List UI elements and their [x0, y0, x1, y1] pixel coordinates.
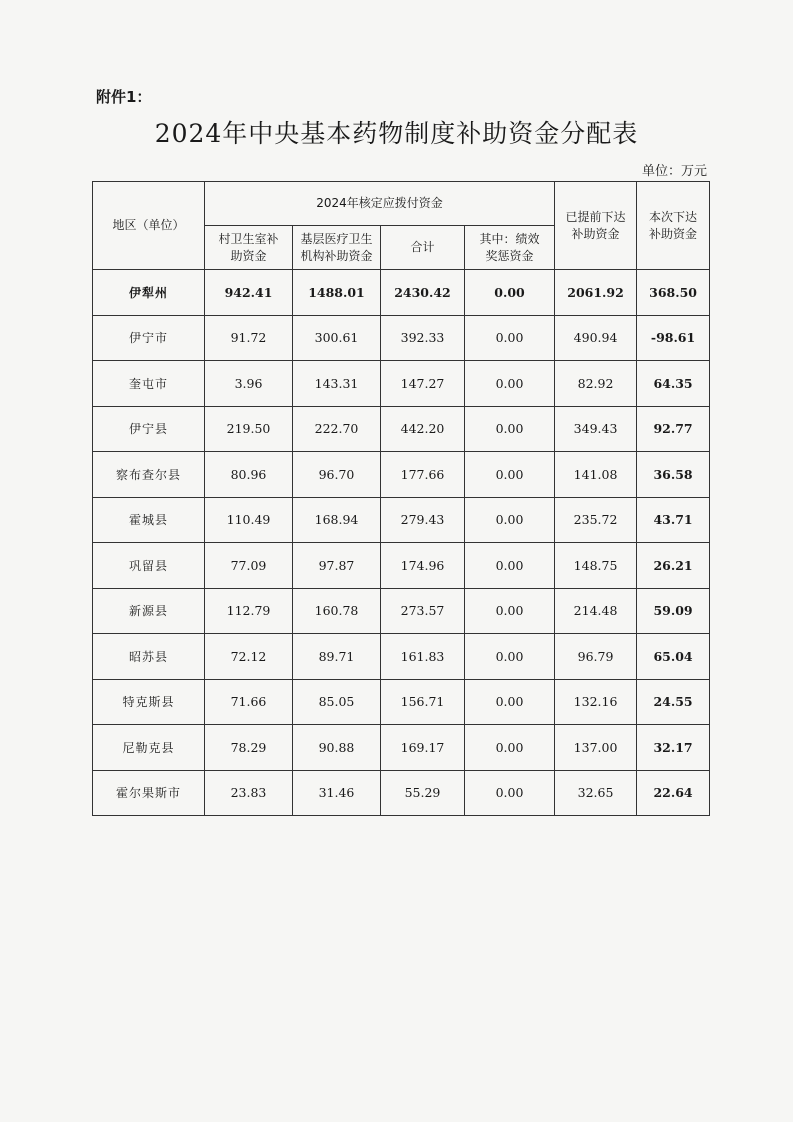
- cell-village: 3.96: [205, 361, 293, 407]
- header-primary: 基层医疗卫生机构补助资金: [293, 226, 381, 270]
- cell-village: 23.83: [205, 770, 293, 816]
- cell-current: 59.09: [637, 588, 710, 634]
- cell-region: 尼勒克县: [93, 725, 205, 771]
- header-region: 地区（单位）: [93, 182, 205, 270]
- cell-performance: 0.00: [465, 315, 555, 361]
- cell-total: 442.20: [381, 406, 465, 452]
- cell-performance: 0.00: [465, 679, 555, 725]
- table-row: [93, 361, 710, 407]
- cell-current: 22.64: [637, 770, 710, 816]
- cell-performance: 0.00: [465, 725, 555, 771]
- cell-total: 174.96: [381, 543, 465, 589]
- cell-current: 26.21: [637, 543, 710, 589]
- table-row: [93, 497, 710, 543]
- cell-total: 147.27: [381, 361, 465, 407]
- cell-performance: 0.00: [465, 588, 555, 634]
- cell-current: -98.61: [637, 315, 710, 361]
- table-row: [93, 315, 710, 361]
- cell-village: 942.41: [205, 270, 293, 316]
- cell-total: 177.66: [381, 452, 465, 498]
- cell-total: 161.83: [381, 634, 465, 680]
- cell-current: 92.77: [637, 406, 710, 452]
- cell-total: 392.33: [381, 315, 465, 361]
- cell-region: 霍尔果斯市: [93, 770, 205, 816]
- cell-primary: 89.71: [293, 634, 381, 680]
- attachment-label: 附件1：: [96, 88, 152, 106]
- header-group: 2024年核定应拨付资金: [205, 182, 555, 226]
- table-row: [93, 406, 710, 452]
- table-row: [93, 725, 710, 771]
- cell-region: 伊犁州: [93, 270, 205, 316]
- cell-total: 55.29: [381, 770, 465, 816]
- table-body: [93, 270, 710, 816]
- cell-village: 219.50: [205, 406, 293, 452]
- cell-current: 65.04: [637, 634, 710, 680]
- table-row: [93, 588, 710, 634]
- cell-primary: 90.88: [293, 725, 381, 771]
- cell-current: 368.50: [637, 270, 710, 316]
- page-title: 2024年中央基本药物制度补助资金分配表: [154, 119, 639, 148]
- cell-current: 43.71: [637, 497, 710, 543]
- cell-region: 奎屯市: [93, 361, 205, 407]
- cell-region: 新源县: [93, 588, 205, 634]
- cell-performance: 0.00: [465, 406, 555, 452]
- cell-performance: 0.00: [465, 543, 555, 589]
- cell-region: 巩留县: [93, 543, 205, 589]
- header-total: 合计: [381, 226, 465, 270]
- cell-primary: 97.87: [293, 543, 381, 589]
- cell-village: 77.09: [205, 543, 293, 589]
- table-row: [93, 770, 710, 816]
- cell-primary: 96.70: [293, 452, 381, 498]
- cell-primary: 160.78: [293, 588, 381, 634]
- cell-primary: 143.31: [293, 361, 381, 407]
- table-row: [93, 452, 710, 498]
- cell-total: 2430.42: [381, 270, 465, 316]
- table-row: [93, 270, 710, 316]
- cell-primary: 1488.01: [293, 270, 381, 316]
- cell-advanced: 349.43: [555, 406, 637, 452]
- cell-village: 78.29: [205, 725, 293, 771]
- cell-advanced: 32.65: [555, 770, 637, 816]
- cell-advanced: 137.00: [555, 725, 637, 771]
- header-current: 本次下达补助资金: [637, 182, 710, 270]
- cell-village: 91.72: [205, 315, 293, 361]
- cell-performance: 0.00: [465, 361, 555, 407]
- cell-performance: 0.00: [465, 497, 555, 543]
- cell-total: 156.71: [381, 679, 465, 725]
- cell-performance: 0.00: [465, 634, 555, 680]
- cell-region: 伊宁市: [93, 315, 205, 361]
- cell-primary: 85.05: [293, 679, 381, 725]
- cell-current: 32.17: [637, 725, 710, 771]
- cell-region: 特克斯县: [93, 679, 205, 725]
- cell-advanced: 132.16: [555, 679, 637, 725]
- header-performance: 其中：绩效奖惩资金: [465, 226, 555, 270]
- cell-village: 71.66: [205, 679, 293, 725]
- cell-total: 279.43: [381, 497, 465, 543]
- cell-primary: 31.46: [293, 770, 381, 816]
- cell-village: 112.79: [205, 588, 293, 634]
- cell-advanced: 235.72: [555, 497, 637, 543]
- cell-advanced: 82.92: [555, 361, 637, 407]
- cell-village: 110.49: [205, 497, 293, 543]
- cell-region: 察布查尔县: [93, 452, 205, 498]
- cell-performance: 0.00: [465, 452, 555, 498]
- cell-total: 273.57: [381, 588, 465, 634]
- table-row: [93, 679, 710, 725]
- cell-primary: 300.61: [293, 315, 381, 361]
- cell-current: 64.35: [637, 361, 710, 407]
- cell-region: 霍城县: [93, 497, 205, 543]
- cell-primary: 168.94: [293, 497, 381, 543]
- cell-total: 169.17: [381, 725, 465, 771]
- cell-advanced: 214.48: [555, 588, 637, 634]
- cell-performance: 0.00: [465, 770, 555, 816]
- cell-advanced: 148.75: [555, 543, 637, 589]
- table-row: [93, 543, 710, 589]
- unit-label: 单位：万元: [641, 164, 707, 179]
- cell-advanced: 2061.92: [555, 270, 637, 316]
- allocation-table: [92, 181, 710, 816]
- cell-village: 80.96: [205, 452, 293, 498]
- cell-region: 伊宁县: [93, 406, 205, 452]
- cell-advanced: 96.79: [555, 634, 637, 680]
- cell-advanced: 490.94: [555, 315, 637, 361]
- cell-village: 72.12: [205, 634, 293, 680]
- cell-region: 昭苏县: [93, 634, 205, 680]
- cell-advanced: 141.08: [555, 452, 637, 498]
- cell-performance: 0.00: [465, 270, 555, 316]
- header-advanced: 已提前下达补助资金: [555, 182, 637, 270]
- cell-primary: 222.70: [293, 406, 381, 452]
- header-village: 村卫生室补助资金: [205, 226, 293, 270]
- cell-current: 24.55: [637, 679, 710, 725]
- table-row: [93, 634, 710, 680]
- cell-current: 36.58: [637, 452, 710, 498]
